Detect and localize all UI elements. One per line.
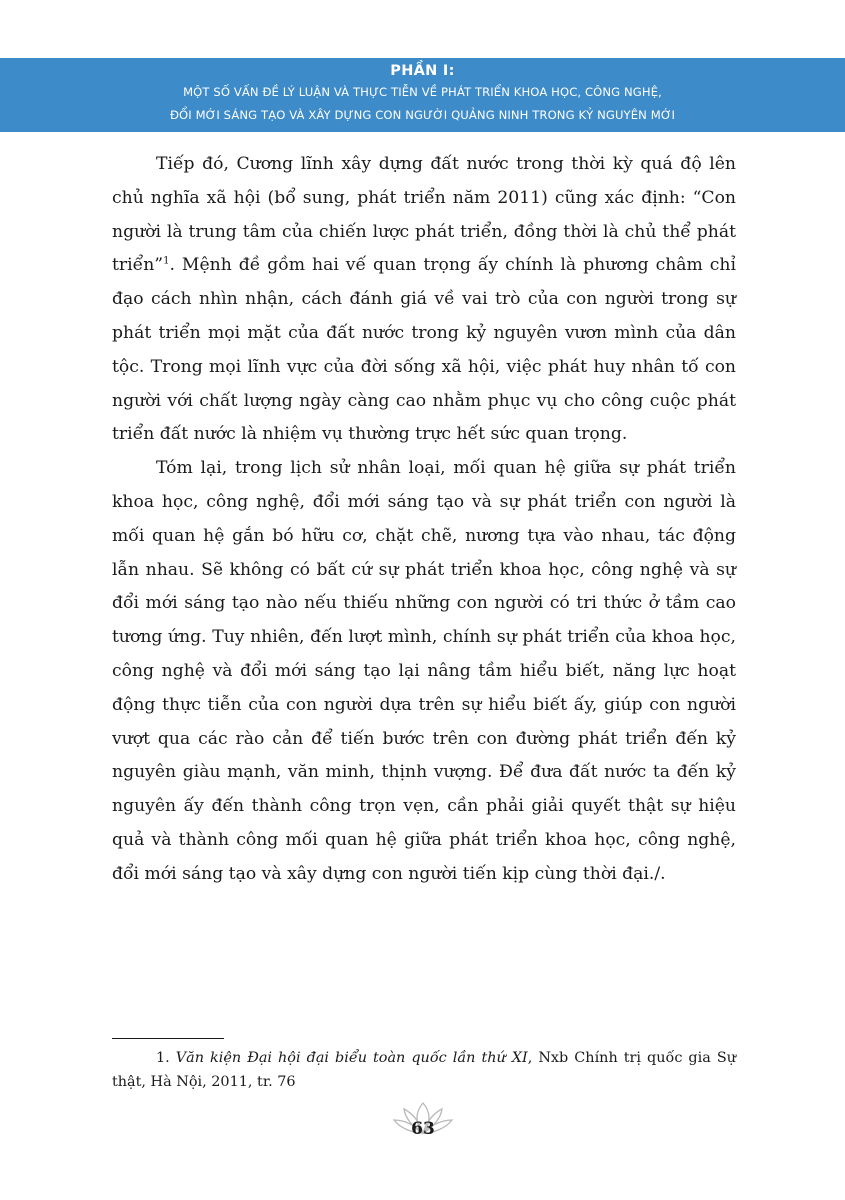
chapter-title-line-2: ĐỔI MỚI SÁNG TẠO VÀ XÂY DỰNG CON NGƯỜI QUẢNG NINH TRONG KỶ NGUYÊN MỚI [169, 108, 676, 122]
footnote [112, 1046, 736, 1094]
paragraph-2: Tóm lại, trong lịch sử nhân loại, mối quan hệ giữa sự phát triển khoa học, công nghệ, đổi mới sáng tạo và sự phát triển con người là mối quan hệ gắn bó hữu cơ, chặt chẽ, nương tựa vào nhau, tác động lẫn nhau. Sẽ không có bất cứ sự phát triển khoa học, công nghệ và sự đổi mới sáng tạo nào nếu thiếu những con người có tri thức ở tầm cao tương ứng. Tuy nhiên, đến lượt mình, chính sự phát triển của khoa học, công nghệ và đổi mới sáng tạo lại nâng tầm hiểu biết, năng lực hoạt động thực tiễn của con người dựa trên sự hiểu biết ấy, giúp con người vượt qua các rào cản để tiến bước trên con đường phát triển đến kỷ nguyên giàu mạnh, văn minh, thịnh vượng. Để đưa đất nước ta đến kỷ nguyên ấy đến thành công trọn vẹn, cần phải giải quyết thật sự hiệu quả và thành công mối quan hệ giữa phát triển khoa học, công nghệ, đổi mới sáng tạo và xây dựng con người tiến kịp cùng thời đại./. [112, 458, 736, 884]
paragraph-1-text-b: . Mệnh đề gồm hai vế quan trọng ấy chính là phương châm chỉ đạo cách nhìn nhận, cách đánh giá về vai trò của con người trong sự phát triển mọi mặt của đất nước trong kỷ nguyên vươn mình của dân tộc. Trong mọi lĩnh vực của đời sống xã hội, việc phát huy nhân tố con người với chất lượng ngày càng cao nhằm phục vụ cho công cuộc phát triển đất nước là nhiệm vụ thường trực hết sức quan trọng. [112, 255, 736, 445]
chapter-title-line-1: MỘT SỐ VẤN ĐỀ LÝ LUẬN VÀ THỰC TIỄN VỀ PHÁT TRIỂN KHOA HỌC, CÔNG NGHỆ, [183, 85, 662, 99]
footnote-title: Văn kiện Đại hội đại biểu toàn quốc lần thứ XI [175, 1050, 528, 1066]
footnote-citation: , Nxb Chính trị quốc gia Sự thật, Hà Nội, 2011, tr. 76 [112, 1050, 736, 1090]
page-number: 63 [411, 1119, 435, 1139]
footnote-reference[interactable]: 1 [163, 255, 170, 267]
body-text [112, 148, 736, 892]
footnote-number: 1. [156, 1050, 170, 1066]
paragraph-1-text-a: Tiếp đó, Cương lĩnh xây dựng đất nước trong thời kỳ quá độ lên chủ nghĩa xã hội (bổ sung, phát triển năm 2011) cũng xác định: “Con người là trung tâm của chiến lược phát triển, đồng thời là chủ thể phát triển” [112, 154, 736, 276]
part-title: PHẦN I: [390, 63, 455, 79]
paragraph-1 [112, 148, 736, 452]
chapter-header-band [0, 58, 845, 132]
footnote-separator [112, 1038, 224, 1039]
